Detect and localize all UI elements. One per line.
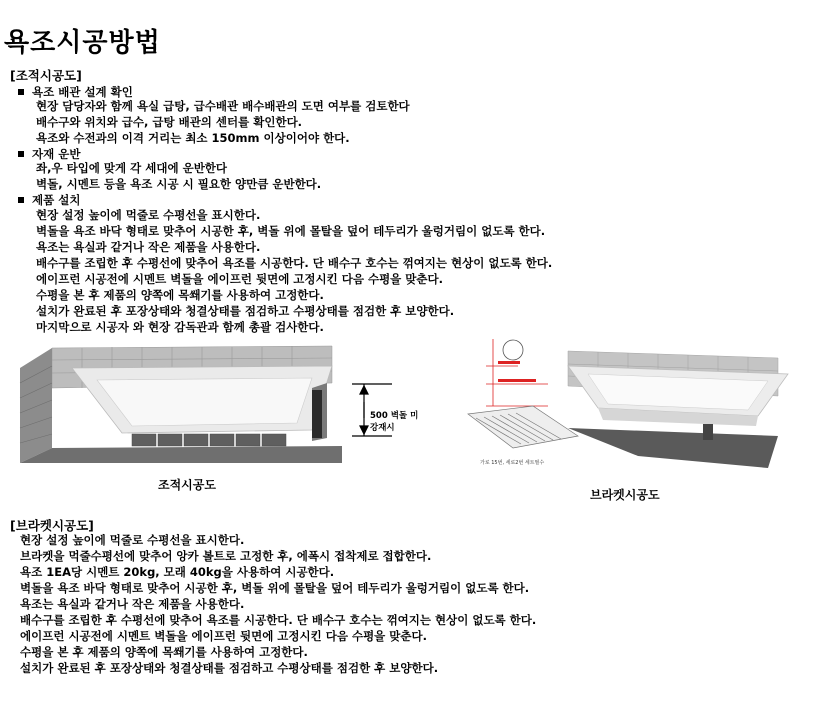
- figure-label-steel: 강재시: [370, 423, 395, 433]
- caption-bracket: 브라켓시공도: [590, 488, 660, 502]
- text-line: 배수구와 위치와 급수, 급탕 배관의 센터를 확인한다.: [36, 115, 303, 129]
- caption-masonry: 조적시공도: [158, 478, 216, 492]
- text-line: 수평을 본 후 제품의 양쪽에 목쐐기를 사용하여 고정한다.: [36, 288, 324, 302]
- bullet-heading-piping: [18, 84, 133, 100]
- text-line: 좌,우 타입에 맞게 각 세대에 운반한다: [36, 161, 228, 175]
- text-line: 에이프런 시공전에 시멘트 벽돌을 에이프런 뒷면에 고정시킨 다음 수평을 맞춘다.: [20, 629, 427, 643]
- bracket-bathtub-illustration: [458, 336, 818, 476]
- svg-text:가로 15번, 세로2번 세트필수: 가로 15번, 세로2번 세트필수: [480, 460, 545, 466]
- text-line: 배수구를 조립한 후 수평선에 맞추어 욕조를 시공한다. 단 배수구 호수는 꺾여지는 현상이 없도록 한다.: [20, 613, 537, 627]
- masonry-bathtub-illustration: [12, 338, 452, 468]
- text-line: 현장 설정 높이에 먹줄로 수평선을 표시한다.: [36, 208, 261, 222]
- bullet-heading-transport: [18, 146, 80, 162]
- bullet-square-icon: [18, 89, 24, 95]
- bullet-heading-install: [18, 192, 80, 208]
- page-title: 욕조시공방법: [4, 28, 161, 58]
- bullet-heading-label: 욕조 배관 설계 확인: [32, 85, 133, 99]
- bullet-heading-label: 제품 설치: [32, 193, 81, 207]
- text-line: 벽돌을 욕조 바닥 형태로 맞추어 시공한 후, 벽돌 위에 몰탈을 덮어 테두리가 울렁거림이 없도록 한다.: [36, 224, 546, 238]
- text-line: 에이프런 시공전에 시멘트 벽돌을 에이프런 뒷면에 고정시킨 다음 수평을 맞춘다.: [36, 272, 443, 286]
- text-line: 욕조는 욕실과 같거나 작은 제품을 사용한다.: [36, 240, 261, 254]
- section-heading-bracket: [브라켓시공도]: [10, 518, 94, 533]
- text-line: 수평을 본 후 제품의 양쪽에 목쐐기를 사용하여 고정한다.: [20, 645, 308, 659]
- text-line: 설치가 완료된 후 포장상태와 청결상태를 점검하고 수평상태를 점검한 후 보양한다.: [20, 661, 439, 675]
- bullet-square-icon: [18, 151, 24, 157]
- text-line: 배수구를 조립한 후 수평선에 맞추어 욕조를 시공한다. 단 배수구 호수는 꺾여지는 현상이 없도록 한다.: [36, 256, 553, 270]
- bullet-heading-label: 자재 운반: [32, 147, 81, 161]
- text-line: 벽돌을 욕조 바닥 형태로 맞추어 시공한 후, 벽돌 위에 몰탈을 덮어 테두리가 울렁거림이 없도록 한다.: [20, 581, 530, 595]
- text-line: 설치가 완료된 후 포장상태와 청결상태를 점검하고 수평상태를 점검한 후 보양한다.: [36, 304, 455, 318]
- bullet-square-icon: [18, 197, 24, 203]
- text-line: 현장 담당자와 함께 욕실 급탕, 급수배관 배수배관의 도면 여부를 검토한다: [36, 99, 410, 113]
- figure-label-brick: 500 벽돌 미: [370, 411, 419, 421]
- text-line: 욕조 1EA당 시멘트 20kg, 모래 40kg을 사용하여 시공한다.: [20, 565, 335, 579]
- text-line: 벽돌, 시멘트 등을 욕조 시공 시 필요한 양만큼 운반한다.: [36, 177, 322, 191]
- text-line: 욕조와 수전과의 이격 거리는 최소 150mm 이상이어야 한다.: [36, 131, 350, 145]
- section-heading-masonry: [조적시공도]: [10, 68, 82, 83]
- text-line: 욕조는 욕실과 같거나 작은 제품을 사용한다.: [20, 597, 245, 611]
- text-line: 마지막으로 시공자 와 현장 감독관과 함께 총괄 검사한다.: [36, 320, 324, 334]
- text-line: 현장 설정 높이에 먹줄로 수평선을 표시한다.: [20, 533, 245, 547]
- text-line: 브라켓을 먹줄수평선에 맞추어 앙카 볼트로 고정한 후, 에폭시 접착제로 접합한다.: [20, 549, 432, 563]
